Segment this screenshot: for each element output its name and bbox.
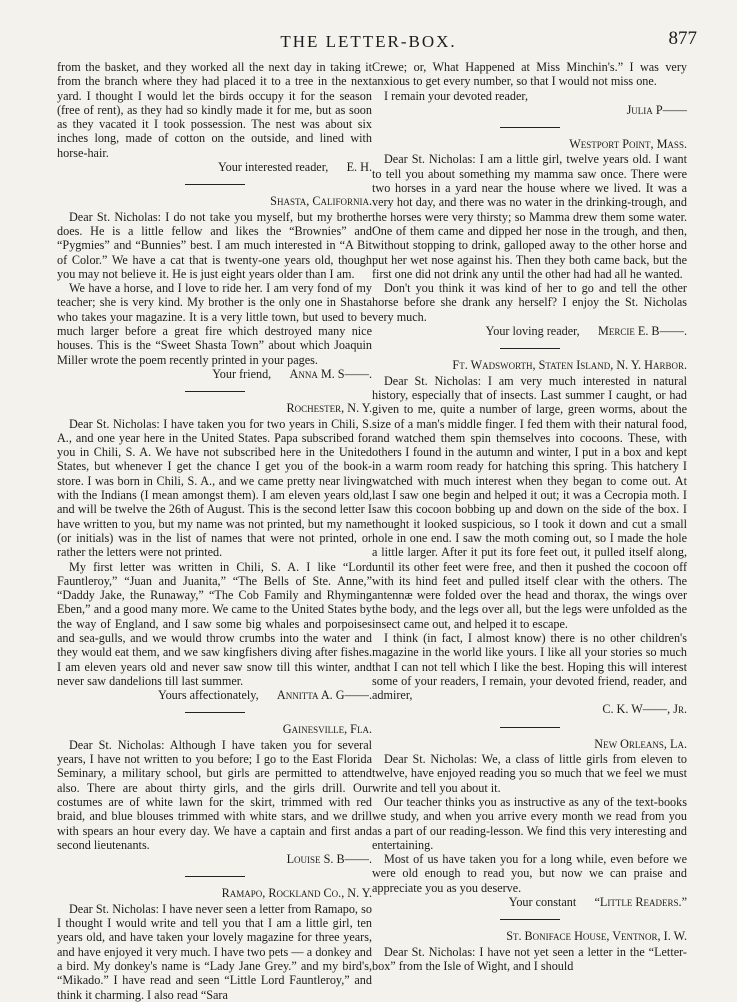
signature: Julia P—— bbox=[626, 102, 687, 117]
right-column bbox=[372, 60, 687, 973]
letter-paragraph: Dear St. Nicholas: We, a class of little girls from eleven to twelve, have enjoyed reading you so much that we feel we must write and tell you about it. bbox=[372, 752, 687, 795]
letter-paragraph: Dear St. Nicholas: I have not yet seen a letter in the “Letter-box” from the Isle of Wight, and I should bbox=[372, 944, 687, 973]
letter bbox=[372, 137, 687, 338]
letter-place: Rochester, N. Y. bbox=[286, 401, 372, 416]
letter bbox=[372, 929, 687, 973]
letter-divider bbox=[500, 127, 560, 128]
letter-divider bbox=[185, 391, 245, 392]
left-column bbox=[57, 60, 372, 1002]
letter bbox=[57, 722, 372, 866]
letter bbox=[57, 886, 372, 1001]
signoff: Your loving reader, bbox=[485, 324, 580, 339]
signoff: Your interested reader, bbox=[218, 160, 329, 175]
letter-paragraph: Dear St. Nicholas: Although I have taken you for several years, I have not written to you before; I go to the East Florida Seminary, a military school, but girls are permitted to attend also. There are about thirty girls, and the girls drill. Our costumes are of white lawn for the skirt, trimmed with red braid, and blue blouses trimmed with white stars, and we drill with spears an hour every day. We have a captain and first and second lieutenants. bbox=[57, 737, 372, 852]
letter-paragraph: Dear St. Nicholas: I have taken you for two years in Chili, S. A., and one year here in the United States. Papa subscribed for you in Chili, S. A. We have not subscribed here in the United States, but whenever I get the chance I get you of the book-store. I was born in Chili, S. A., and we came pretty near living with the Indians (I mean amongst them). I am eleven years old, and will be twelve the 26th of August. This is the second letter I have written to you, but my name was not printed, but my name (or initials) was in the list of names that were not printed, or rather the letters were not printed. bbox=[57, 416, 372, 560]
letter-place: St. Boniface House, Ventnor, I. W. bbox=[506, 929, 687, 944]
letter-signoff-line bbox=[57, 160, 372, 174]
letter-signoff-line bbox=[57, 367, 372, 381]
letter-divider bbox=[500, 919, 560, 920]
signature: C. K. W——, Jr. bbox=[602, 702, 687, 717]
letter-paragraph: My first letter was written in Chili, S. A. I like “Lord Fauntleroy,” “Juan and Juanita,” “The Bells of Ste. Anne,” “Daddy Jake, the Runaway,” “The Cob Family and Rhyming Eben,” and a good many more. We came to the United States by the way of England, and I saw some big whales and porpoises and sea-gulls, and we would throw crumbs into the water and they would eat them, and we saw kingfishers diving after fishes. I am eleven years old and never saw snow till this winter, and never saw dandelions till last summer. bbox=[57, 559, 372, 688]
letter-place: New Orleans, La. bbox=[594, 736, 687, 751]
letter-paragraph: Dear St. Nicholas: I have never seen a letter from Ramapo, so I thought I would write and tell you that I am a little girl, ten years old, and have taken your lovely magazine for three years, and have enjoyed it very much. I have two pets — a donkey and a bird. My donkey's name is “Lady Jane Grey.” and my bird's, “Mikado.” I have read and seen “Little Lord Fauntleroy,” and think it charming. I also read “Sara bbox=[57, 901, 372, 1002]
signoff: Your constant bbox=[508, 895, 577, 910]
letter-place: Ft. Wadsworth, Staten Island, N. Y. Harbor. bbox=[452, 358, 687, 373]
letter-paragraph: I remain your devoted reader, bbox=[384, 88, 529, 103]
letter-paragraph: Most of us have taken you for a long while, even before we were old enough to read you, but now we can praise and appreciate you as you deserve. bbox=[372, 852, 687, 895]
letter-divider bbox=[185, 876, 245, 877]
signature: E. H. bbox=[346, 160, 372, 175]
page-number: 877 bbox=[668, 28, 697, 49]
signature: “Little Readers.” bbox=[594, 895, 687, 910]
signature: Anna M. S——. bbox=[289, 366, 372, 381]
letter-paragraph: Don't you think it was kind of her to go and tell the other horse before she drank any herself? I enjoy the St. Nicholas very much. bbox=[372, 281, 687, 324]
letter bbox=[372, 60, 687, 117]
page-header bbox=[0, 28, 737, 54]
letter-paragraph: from the basket, and they worked all the next day in taking it from the branch where they had placed it to a tree in the next yard. I thought I would let the birds occupy it for the season (free of rent), as they had so kindly made it for me, but as soon as they vacated it I took possession. The nest was about six inches long, made of cotton on the outside, and lined with horse-hair. bbox=[57, 60, 372, 160]
signature: Mercie E. B——. bbox=[598, 324, 687, 339]
letter-paragraph: Dear St. Nicholas: I am a little girl, twelve years old. I want to tell you about something my mamma saw once. There were two horses in a yard near the house where we lived. It was a very hot day, and there was no water in the drinking-trough, and the horses were very thirsty; so Mamma drew them some water. One of them came and dipped her nose in the trough, and then, without stopping to drink, galloped away to the other horse and put her wet nose against his. Then they both came back, but the first one did not drink any until the other had had all he wanted. bbox=[372, 152, 687, 281]
letter-paragraph: Crewe; or, What Happened at Miss Minchin's.” I was very anxious to get every number, so that I would not miss one. bbox=[372, 60, 687, 89]
letter-signoff-line bbox=[57, 852, 372, 866]
letter-place: Ramapo, Rockland Co., N. Y. bbox=[221, 886, 372, 901]
letter bbox=[57, 401, 372, 702]
signoff: Yours affectionately, bbox=[158, 688, 259, 703]
letter-divider bbox=[185, 184, 245, 185]
letter-signoff-line bbox=[372, 895, 687, 909]
letter-divider bbox=[500, 348, 560, 349]
letter-paragraph: Our teacher thinks you as instructive as any of the text-books we study, and when you arrive every month we read from you as a part of our reading-lesson. We find this very interesting and entertaining. bbox=[372, 794, 687, 852]
letter-divider bbox=[500, 727, 560, 728]
letter-paragraph: We have a horse, and I love to ride her. I am very fond of my teacher; she is very kind. My brother is the only one in Shasta who takes your magazine. It is a very little town, but used to be much larger before a great fire which destroyed many nice houses. This is the “Sweet Shasta Town” about which Joaquin Miller wrote the poem recently printed in your pages. bbox=[57, 281, 372, 367]
letter bbox=[372, 737, 687, 910]
letter-paragraph: I think (in fact, I almost know) there is no other children's magazine in the world like yours. I like all your stories so much that I can not tell which I like the best. Hoping this will interest some of your readers, I remain, your devoted friend, reader, and admirer, bbox=[372, 630, 687, 703]
letter bbox=[372, 358, 687, 716]
letter-place: Shasta, California. bbox=[270, 194, 372, 209]
letter-signoff-line bbox=[57, 688, 372, 702]
letter-signoff-line bbox=[372, 324, 687, 338]
letter bbox=[57, 194, 372, 381]
signature: Louise S. B——. bbox=[286, 852, 372, 867]
letter-place: Gainesville, Fla. bbox=[282, 722, 372, 737]
letter-signoff-line bbox=[372, 103, 687, 117]
letter bbox=[57, 60, 372, 174]
letter-paragraph: Dear St. Nicholas: I am very much interested in natural history, especially that of insects. Last summer I caught, or had given to me, quite a number of large, green worms, about the size of a man's middle finger. I fed them with their natural food, and watched them spin themselves into cocoons. These, with others I found in the autumn and winter, I put in a box and kept in a warm room ready for hatching this spring. This hatchery I watched with much interest when they began to come out. At last I saw one begin and helped it out; it was a Cecropia moth. I saw this cocoon bobbing up and down on the side of the box. I thought it looked suspicious, so I took it down and cut a small hole in one end. I saw the moth coming out, so I made the hole a little larger. After it put its fore feet out, it pulled itself along, until its other feet were free, and then it pushed the cocoon off with its hind feet and pulled itself clear with the others. The antennæ were folded over the head and thorax, the wings over the body, and the legs over all, but the legs were unfolded as the insect came out, and helped it to escape. bbox=[372, 373, 687, 631]
letter-place: Westport Point, Mass. bbox=[569, 137, 687, 152]
letter-divider bbox=[185, 712, 245, 713]
signoff: Your friend, bbox=[212, 366, 272, 381]
letter-paragraph: Dear St. Nicholas: I do not take you myself, but my brother does. He is a little fellow and likes the “Brownies” and “Pygmies” and “Bunnies” best. I am much interested in “A Bit of Color.” We have a cat that is twenty-one years old, though you may not believe it. He is just eight years older than I am. bbox=[57, 209, 372, 281]
letter-signoff-line bbox=[372, 702, 687, 716]
signature: Annitta A. G——. bbox=[276, 688, 372, 703]
running-title: THE LETTER-BOX. bbox=[280, 32, 457, 51]
